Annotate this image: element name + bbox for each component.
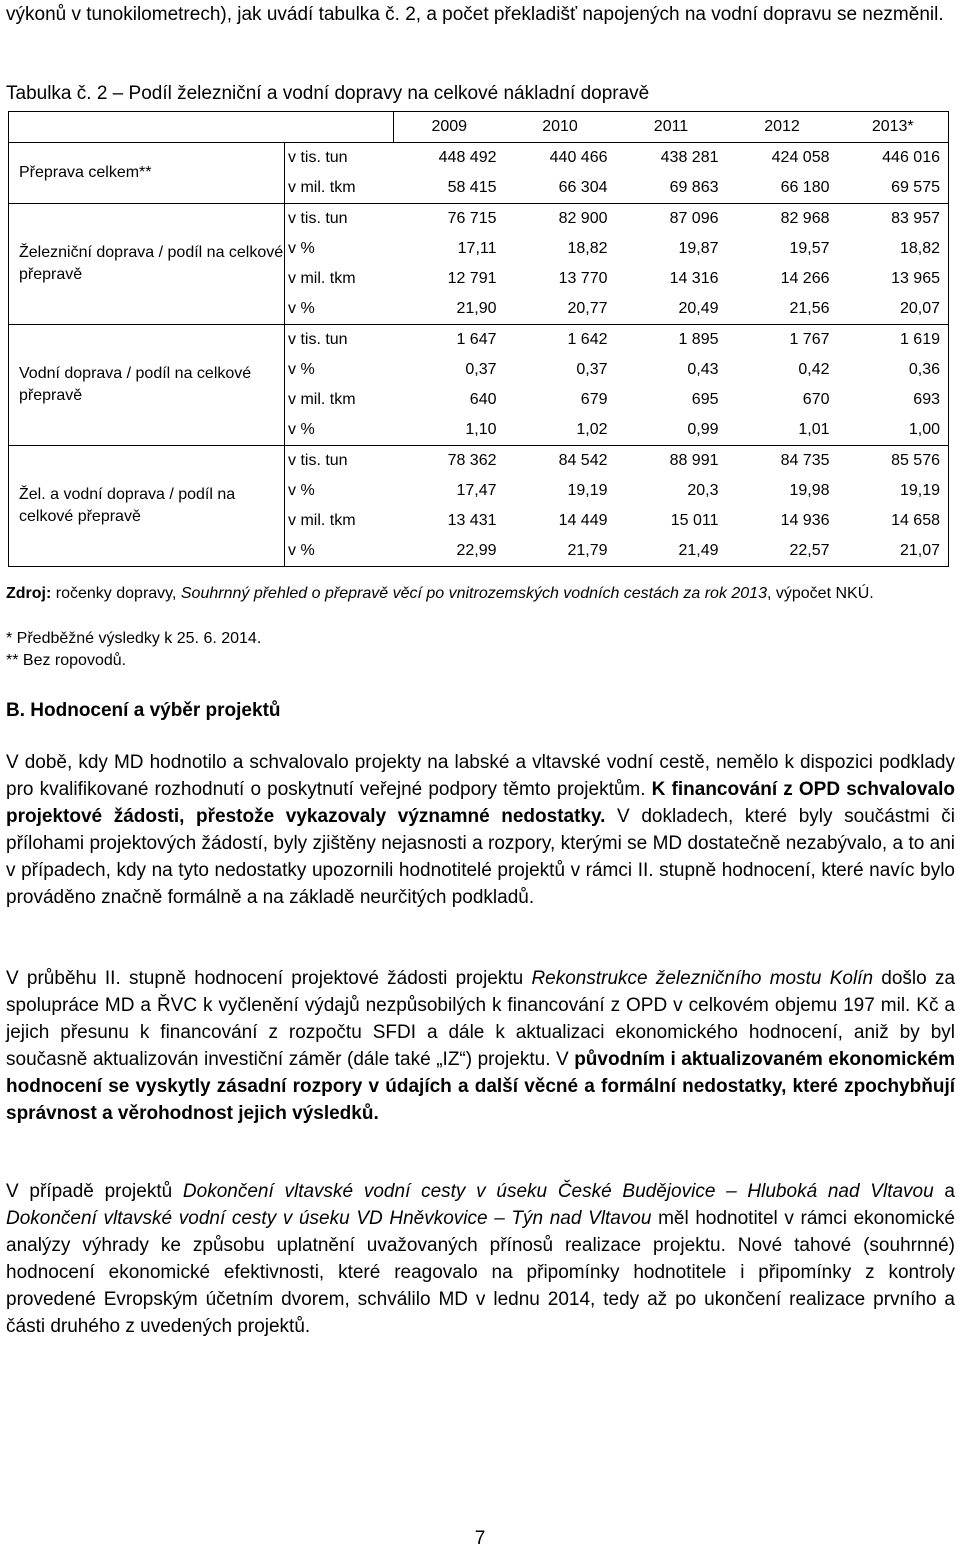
value-cell: 0,37 (576, 361, 608, 378)
category-label: Vodní doprava / podíl na celkové přepravě (9, 325, 285, 446)
value-cell: 438 281 (660, 149, 719, 166)
value-cell: 18,82 (567, 240, 608, 257)
value-cell: 84 735 (780, 452, 830, 469)
value-cell: 1,01 (727, 415, 838, 446)
value-cell: 17,11 (457, 240, 497, 257)
value-cell: 440 466 (549, 149, 608, 166)
value-cell: 69 575 (838, 173, 949, 204)
value-cell: 14 936 (780, 512, 830, 529)
unit-cell: v % (285, 294, 394, 325)
value-cell: 19,57 (789, 240, 830, 257)
p3-text-2: a (933, 1181, 955, 1202)
unit-cell: v mil. tkm (285, 173, 394, 204)
value-cell: 14 316 (669, 270, 719, 287)
value-cell: 693 (838, 385, 949, 415)
value-cell: 82 968 (780, 210, 830, 227)
source-label: Zdroj: (6, 585, 52, 602)
value-cell: 1 767 (789, 331, 830, 348)
value-cell: 22,99 (394, 536, 505, 567)
value-cell: 19,19 (838, 476, 949, 506)
unit-cell: v tis. tun (285, 204, 394, 235)
value-cell: 20,07 (838, 294, 949, 325)
table-body (9, 143, 949, 567)
value-cell: 20,49 (616, 294, 727, 325)
p1-bold: K financování z OPD schvalovalo projektové žádosti, přestože vykazovaly významné nedostatky. (6, 779, 955, 827)
unit-cell: v tis. tun (285, 143, 394, 174)
p2-text: V průběhu II. stupně hodnocení projektové žádosti projektu (6, 968, 532, 989)
value-cell: 0,99 (616, 415, 727, 446)
table-header-row (9, 112, 949, 143)
unit-cell: v mil. tkm (285, 264, 394, 294)
value-cell: 21,56 (727, 294, 838, 325)
category-label: Žel. a vodní doprava / podíl na celkové přepravě (9, 446, 285, 567)
value-cell: 20,77 (505, 294, 616, 325)
value-cell: 19,87 (678, 240, 719, 257)
unit-cell: v tis. tun (285, 325, 394, 356)
value-cell: 21,79 (505, 536, 616, 567)
unit-cell: v % (285, 476, 394, 506)
unit-cell: v mil. tkm (285, 506, 394, 536)
year-header: 2013* (838, 112, 949, 143)
p1-text: V době, kdy MD hodnotilo a schvalovalo projekty na labské a vltavské vodní cestě, nemělo k dispozici podklady pro kvalifikované rozhodnutí o poskytnutí veřejné podpory těmto projektům. (6, 752, 955, 800)
value-cell: 12 791 (447, 270, 497, 287)
value-cell: 0,37 (465, 361, 497, 378)
value-cell: 17,47 (456, 482, 497, 499)
paragraph-3 (6, 1178, 955, 1340)
table-row (9, 325, 949, 356)
unit-cell: v % (285, 355, 394, 385)
value-cell: 66 180 (727, 173, 838, 204)
value-cell: 1 642 (567, 331, 608, 348)
transport-share-table (8, 111, 949, 567)
year-header: 2011 (616, 112, 727, 143)
value-cell: 76 715 (447, 210, 497, 227)
value-cell: 21,49 (616, 536, 727, 567)
value-cell: 18,82 (838, 234, 949, 264)
value-cell: 66 304 (505, 173, 616, 204)
value-cell: 670 (802, 391, 830, 408)
table-header-blank (9, 112, 394, 143)
footnote-preliminary: * Předběžné výsledky k 25. 6. 2014. (6, 630, 262, 647)
value-cell: 15 011 (670, 512, 719, 529)
value-cell: 0,36 (838, 355, 949, 385)
section-heading: B. Hodnocení a výběr projektů (6, 700, 281, 721)
value-cell: 1 895 (678, 331, 719, 348)
p3-project-name-1: Dokončení vltavské vodní cesty v úseku České Budějovice – Hluboká nad Vltavou (182, 1181, 934, 1202)
category-label: Přeprava celkem** (9, 143, 285, 204)
value-cell: 14 658 (838, 506, 949, 536)
value-cell: 78 362 (447, 452, 497, 469)
paragraph-2 (6, 965, 955, 1127)
value-cell: 82 900 (558, 210, 608, 227)
value-cell: 1 619 (838, 325, 949, 356)
value-cell: 19,98 (789, 482, 830, 499)
value-cell: 13 770 (558, 270, 608, 287)
table-row (9, 204, 949, 235)
source-text-end: , výpočet NKÚ. (766, 585, 874, 602)
p3-text: V případě projektů (6, 1181, 183, 1202)
value-cell: 88 991 (669, 452, 719, 469)
value-cell: 83 957 (838, 204, 949, 235)
value-cell: 13 431 (447, 512, 497, 529)
year-header: 2010 (505, 112, 616, 143)
footnote-pipelines: ** Bez ropovodů. (6, 652, 127, 669)
value-cell: 679 (580, 391, 608, 408)
value-cell: 14 449 (558, 512, 608, 529)
value-cell: 21,90 (394, 294, 505, 325)
p3-project-name-2: Dokončení vltavské vodní cesty v úseku VD Hněvkovice – Týn nad Vltavou (6, 1208, 652, 1229)
source-text: ročenky dopravy, (51, 585, 181, 602)
unit-cell: v % (285, 415, 394, 446)
value-cell: 14 266 (780, 270, 830, 287)
value-cell: 58 415 (394, 173, 505, 204)
value-cell: 695 (691, 391, 719, 408)
p3-text-3: měl hodnotitel v rámci ekonomické analýzy výhrady ke způsobu uplatnění uvažovaných přínosů realizace projektu. Nové tahové (souhrnné) hodnocení ekonomické efektivnosti, které reagovalo na připomínky hodnotitele i připomínky z kontroly provedené Evropským účetním dvorem, schválilo MD v lednu 2014, tedy až po ukončení realizace prvního a části druhého z uvedených projektů. (6, 1208, 955, 1337)
value-cell: 21,07 (838, 536, 949, 567)
p2-text-2: došlo za spolupráce MD a ŘVC k vyčlenění výdajů nezpůsobilých k financování z OPD v celkovém objemu 197 mil. Kč a jejich přesunu k financování z rozpočtu SFDI a dále k aktualizaci ekonomického hodnocení, aniž by byl současně aktualizován investiční záměr (dále také „IZ“) projektu. V (6, 968, 956, 1070)
value-cell: 1,00 (838, 415, 949, 446)
p1-text-2: V dokladech, které byly součástmi či přílohami projektových žádostí, byly zjištěny nejasnosti a rozpory, kterými se MD dostatečně nezabývalo, a to ani v případech, kdy na tyto nedostatky upozornili hodnotitelé projektů v rámci II. stupně hodnocení, které navíc bylo prováděno značně formálně a na základě neurčitých podkladů. (6, 806, 955, 908)
table-row (9, 143, 949, 174)
unit-cell: v mil. tkm (285, 385, 394, 415)
value-cell: 87 096 (669, 210, 719, 227)
p2-project-name: Rekonstrukce železničního mostu Kolín (531, 968, 874, 989)
table-row (9, 446, 949, 477)
value-cell: 69 863 (616, 173, 727, 204)
value-cell: 84 542 (558, 452, 608, 469)
value-cell: 1,10 (394, 415, 505, 446)
value-cell: 0,43 (687, 361, 719, 378)
unit-cell: v tis. tun (285, 446, 394, 477)
category-label: Železniční doprava / podíl na celkové přepravě (9, 204, 285, 325)
value-cell: 85 576 (838, 446, 949, 477)
year-header: 2012 (727, 112, 838, 143)
year-header: 2009 (394, 112, 505, 143)
page-number: 7 (474, 1528, 486, 1549)
value-cell: 1,02 (505, 415, 616, 446)
value-cell: 22,57 (727, 536, 838, 567)
value-cell: 20,3 (687, 482, 719, 499)
value-cell: 640 (469, 391, 497, 408)
value-cell: 446 016 (838, 143, 949, 174)
value-cell: 1 647 (456, 331, 497, 348)
intro-paragraph: výkonů v tunokilometrech), jak uvádí tabulka č. 2, a počet překladišť napojených na vodní dopravu se nezměnil. (6, 4, 944, 25)
table-caption: Tabulka č. 2 – Podíl železniční a vodní dopravy na celkové nákladní dopravě (6, 83, 650, 104)
value-cell: 424 058 (771, 149, 830, 166)
source-publication: Souhrnný přehled o přepravě věcí po vnitrozemských vodních cestách za rok 2013 (180, 585, 767, 602)
value-cell: 13 965 (838, 264, 949, 294)
p2-bold: původním i aktualizovaném ekonomickém hodnocení se vyskytly zásadní rozpory v údajích a další věcné a formální nedostatky, které zpochybňují správnost a věrohodnost jejich výsledků. (6, 1049, 956, 1124)
source-note (6, 583, 956, 605)
unit-cell: v % (285, 234, 394, 264)
value-cell: 19,19 (567, 482, 608, 499)
unit-cell: v % (285, 536, 394, 567)
value-cell: 0,42 (798, 361, 830, 378)
paragraph-1 (6, 749, 955, 911)
value-cell: 448 492 (438, 149, 497, 166)
